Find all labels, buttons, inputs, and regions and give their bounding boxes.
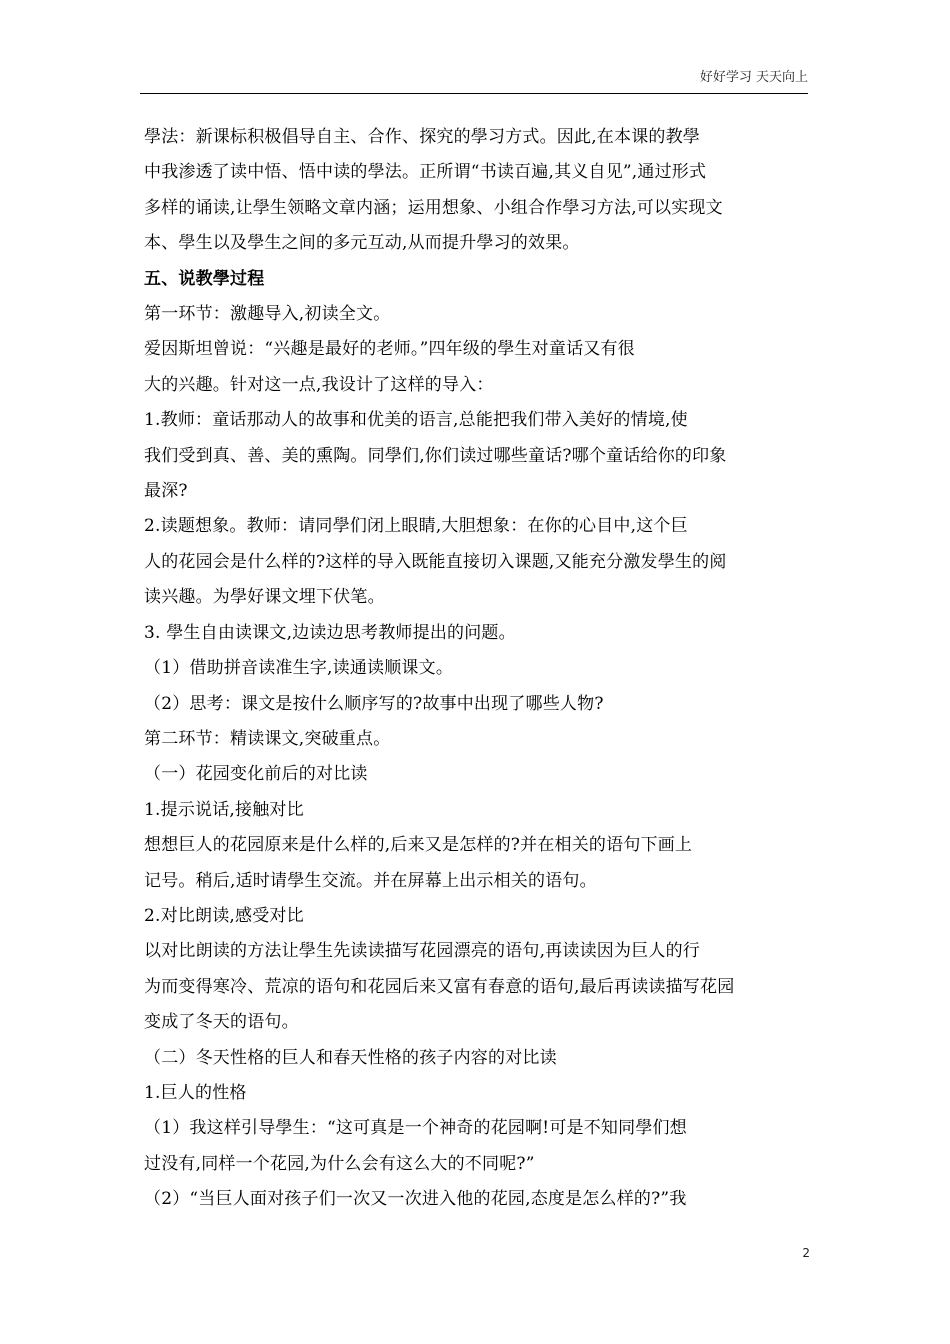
text-line: 2.对比朗读,感受对比	[144, 905, 304, 926]
page-header	[140, 66, 808, 94]
text-line: （2）思考：课文是按什么顺序写的?故事中出现了哪些人物?	[144, 693, 604, 714]
text-line: 大的兴趣。针对这一点,我设计了这样的导入：	[144, 374, 494, 395]
text-line: 2.读题想象。教师：请同學们闭上眼睛,大胆想象：在你的心目中,这个巨	[144, 516, 688, 537]
text-line: 以对比朗读的方法让學生先读读描写花园漂亮的语句,再读读因为巨人的行	[144, 941, 701, 962]
text-line: 想想巨人的花园原来是什么样的,后来又是怎样的?并在相关的语句下画上	[144, 835, 693, 856]
text-line: 1.巨人的性格	[144, 1082, 247, 1103]
text-line: （2）“当巨人面对孩子们一次又一次进入他的花园,态度是怎么样的?”我	[144, 1189, 687, 1210]
text-line: 第二环节：精读课文,突破重点。	[144, 728, 391, 749]
text-line: 读兴趣。为學好课文埋下伏笔。	[144, 587, 385, 608]
text-line: 人的花园会是什么样的?这样的导入既能直接切入课题,又能充分激发學生的阅	[144, 551, 727, 572]
text-line: 3. 學生自由读课文,边读边思考教师提出的问题。	[144, 622, 516, 643]
text-line: 为而变得寒冷、荒凉的语句和花园后来又富有春意的语句,最后再读读描写花园	[144, 976, 735, 997]
text-line: 1.教师：童话那动人的故事和优美的语言,总能把我们带入美好的情境,使	[144, 410, 688, 431]
text-line: 记号。稍后,适时请學生交流。并在屏幕上出示相关的语句。	[144, 870, 597, 891]
text-line: 变成了冬天的语句。	[144, 1012, 299, 1033]
text-line: （1）借助拼音读准生字,读通读顺课文。	[144, 658, 454, 679]
text-line: 第一环节：激趣导入,初读全文。	[144, 304, 391, 325]
text-line: 爱因斯坦曾说：“兴趣是最好的老师。”四年级的學生对童话又有很	[144, 339, 635, 360]
text-line: （二）冬天性格的巨人和春天性格的孩子内容的对比读	[144, 1047, 557, 1068]
text-line: 过没有,同样一个花园,为什么会有这么大的不同呢?”	[144, 1153, 535, 1174]
section-heading: 五、说教學过程	[144, 268, 265, 289]
text-line: （一）花园变化前后的对比读	[144, 764, 368, 785]
text-line: （1）我这样引导學生：“这可真是一个神奇的花园啊!可是不知同學们想	[144, 1118, 687, 1139]
text-line: 本、學生以及學生之间的多元互动,从而提升學习的效果。	[144, 233, 580, 254]
document-body	[144, 120, 812, 1218]
text-line: 學法：新课标积极倡导自主、合作、探究的學习方式。因此,在本课的教學	[144, 127, 701, 147]
text-line: 我们受到真、善、美的熏陶。同學们,你们读过哪些童话?哪个童话给你的印象	[144, 445, 727, 466]
page-number: 2	[802, 1246, 810, 1260]
text-line: 中我渗透了读中悟、悟中读的學法。正所谓“书读百遍,其义自见”,通过形式	[144, 162, 707, 183]
text-line: 1.提示说话,接触对比	[144, 799, 304, 820]
header-text: 好好学习 天天向上	[699, 70, 808, 85]
text-line: 最深?	[144, 481, 188, 502]
text-line: 多样的诵读,让學生领略文章内涵；运用想象、小组合作學习方法,可以实现文	[144, 197, 723, 218]
